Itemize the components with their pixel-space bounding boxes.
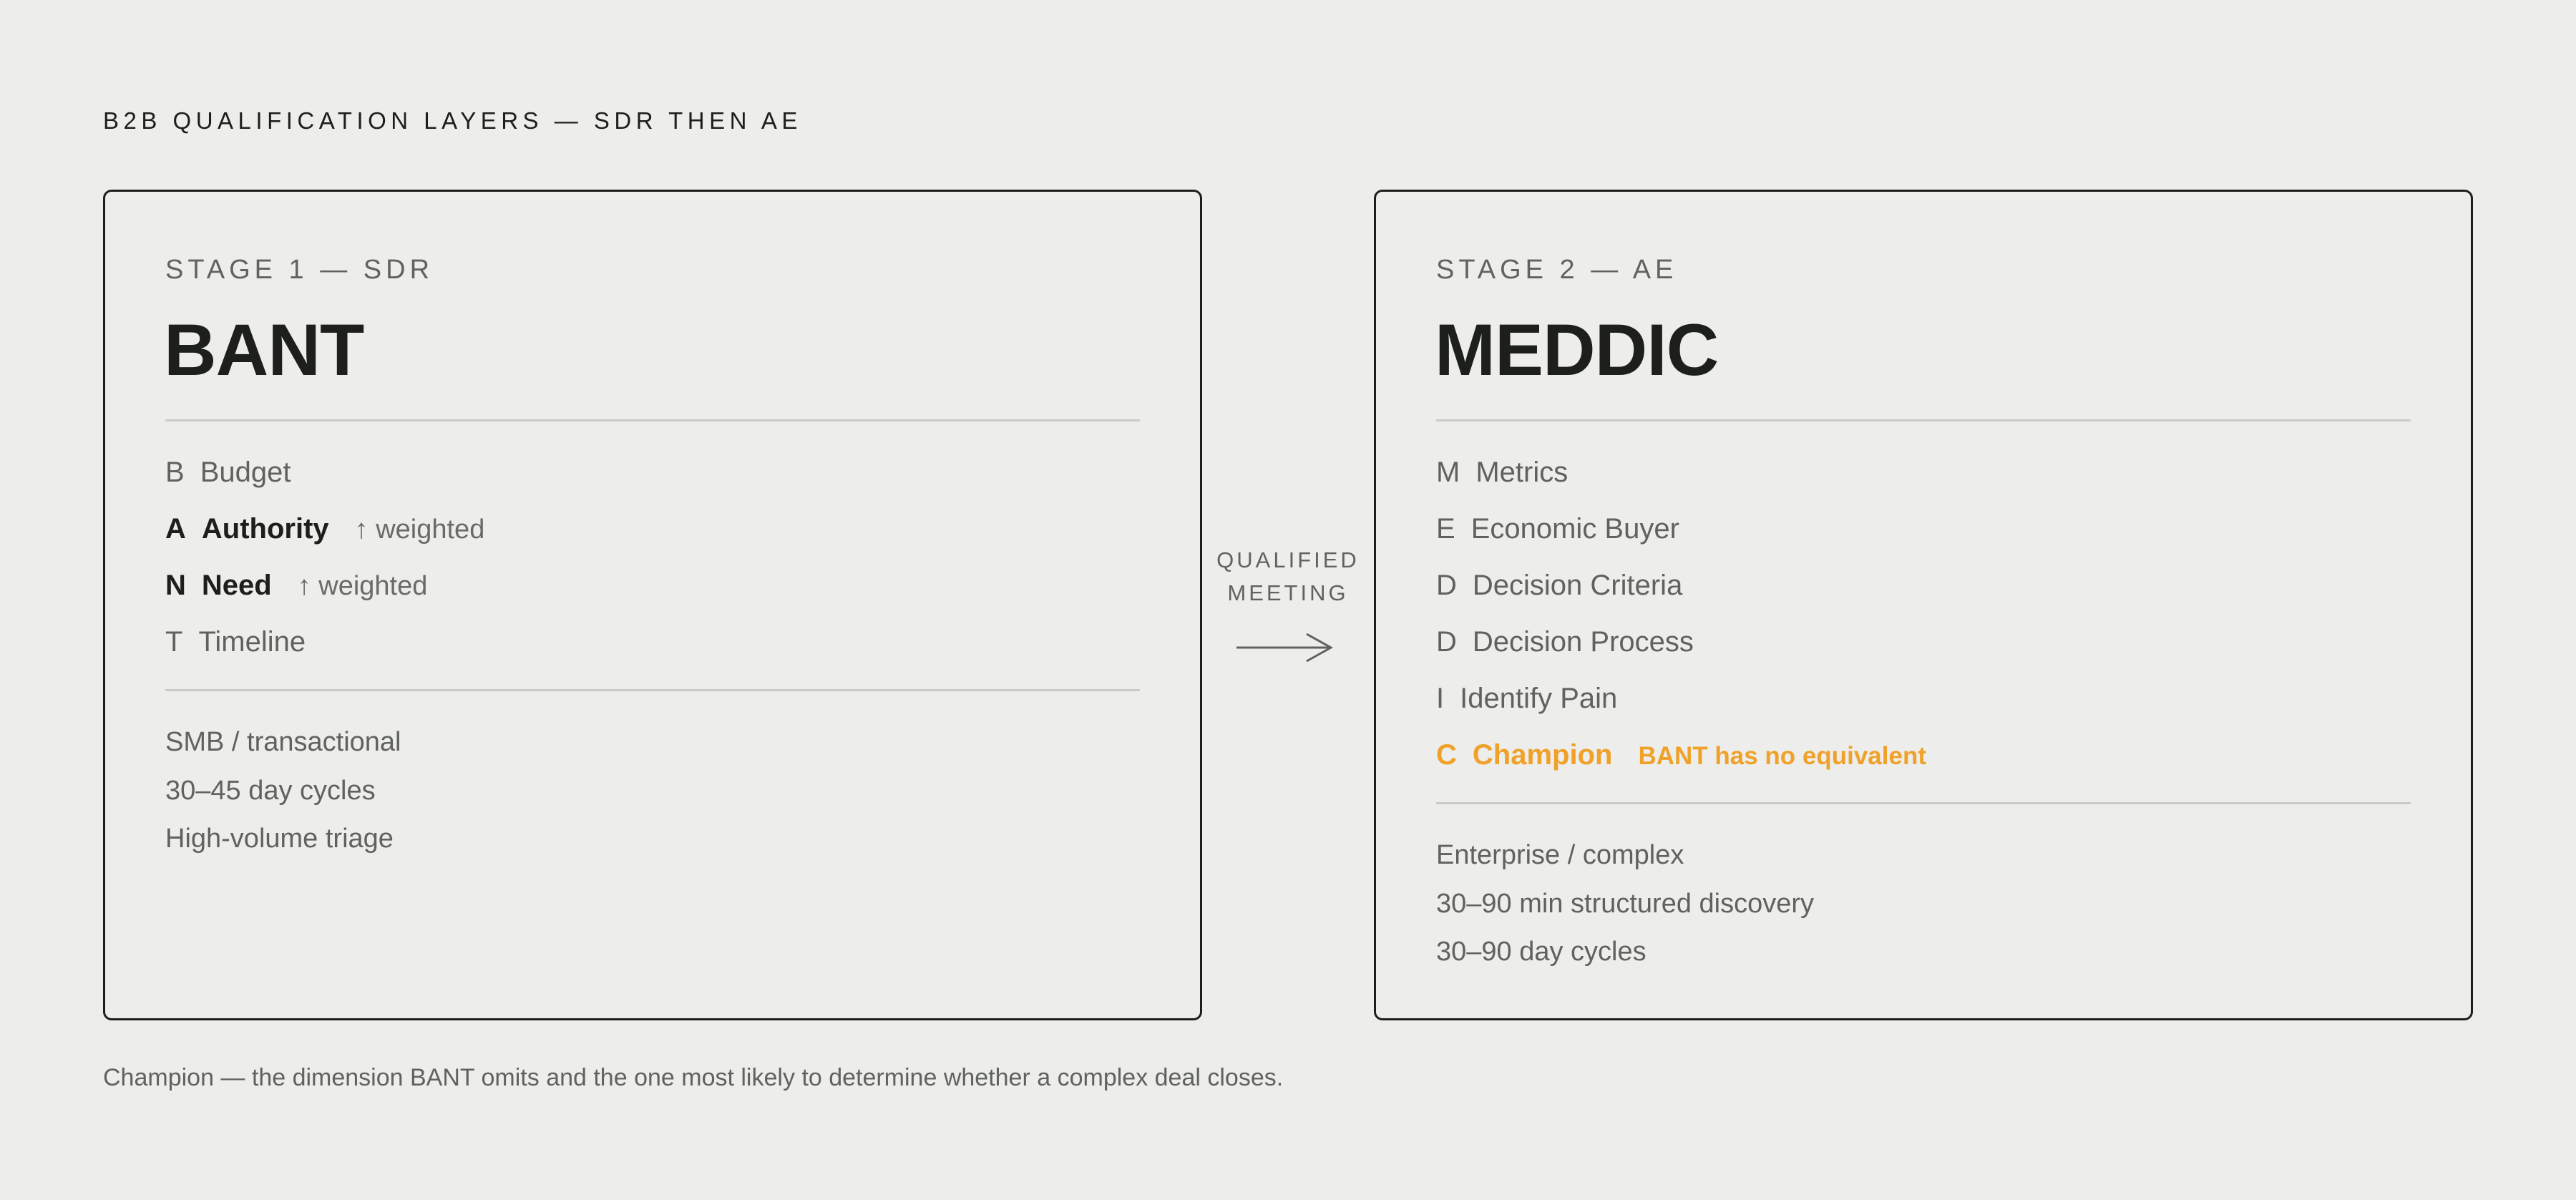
list-item <box>1436 514 1679 543</box>
item-letter: A <box>165 513 186 545</box>
connector-line-2: MEETING <box>1227 580 1349 605</box>
item-letter: N <box>165 570 186 601</box>
list-item <box>165 458 291 487</box>
trait-text: Enterprise / complex <box>1436 840 1684 870</box>
item-word: Decision Process <box>1472 626 1694 658</box>
item-word: Decision Criteria <box>1472 570 1683 601</box>
trait-text: 30–90 min structured discovery <box>1436 889 1815 919</box>
caption: Champion — the dimension BANT omits and the one most likely to determine whether a complex deal closes. <box>103 1064 1284 1091</box>
item-letter: C <box>1436 739 1457 771</box>
item-word: Identify Pain <box>1460 683 1618 714</box>
item-word: Timeline <box>198 626 306 658</box>
item-letter: E <box>1436 513 1455 545</box>
no-equivalent-note: BANT has no equivalent <box>1638 742 1926 770</box>
item-word: Need <box>201 570 272 601</box>
framework-title: BANT <box>164 309 364 391</box>
item-word: Champion <box>1472 739 1613 771</box>
trait-text: 30–90 day cycles <box>1436 937 1646 967</box>
list-item <box>1436 741 1926 769</box>
list-item <box>165 571 427 600</box>
list-item <box>1436 458 1568 487</box>
list-item <box>1436 684 1617 713</box>
bant-card <box>103 190 1202 1020</box>
item-word: Authority <box>201 513 329 545</box>
divider <box>1436 802 2411 804</box>
connector-line-1: QUALIFIED <box>1216 547 1360 572</box>
connector-label <box>1202 544 1374 610</box>
weighted-note: ↑ weighted <box>297 571 428 601</box>
divider <box>165 419 1140 421</box>
page-title: B2B QUALIFICATION LAYERS — SDR THEN AE <box>103 107 802 134</box>
item-word: Budget <box>200 457 291 488</box>
weighted-note: ↑ weighted <box>354 514 485 545</box>
item-letter: M <box>1436 457 1460 488</box>
divider <box>1436 419 2411 421</box>
stage-label: STAGE 1 — SDR <box>165 255 434 285</box>
list-item <box>165 514 484 543</box>
divider <box>165 689 1140 691</box>
list-item <box>1436 628 1694 656</box>
item-letter: B <box>165 457 185 488</box>
item-letter: D <box>1436 626 1457 658</box>
item-letter: D <box>1436 570 1457 601</box>
list-item <box>1436 571 1682 600</box>
item-word: Metrics <box>1475 457 1568 488</box>
trait-text: 30–45 day cycles <box>165 776 376 806</box>
item-word: Economic Buyer <box>1470 513 1679 545</box>
item-letter: T <box>165 626 183 658</box>
framework-title: MEDDIC <box>1435 309 1719 391</box>
list-item <box>165 628 306 656</box>
trait-text: SMB / transactional <box>165 727 401 757</box>
item-letter: I <box>1436 683 1445 714</box>
trait-text: High-volume triage <box>165 824 394 854</box>
meddic-card <box>1374 190 2473 1020</box>
arrow-right-icon <box>1235 630 1335 665</box>
stage-label: STAGE 2 — AE <box>1436 255 1678 285</box>
